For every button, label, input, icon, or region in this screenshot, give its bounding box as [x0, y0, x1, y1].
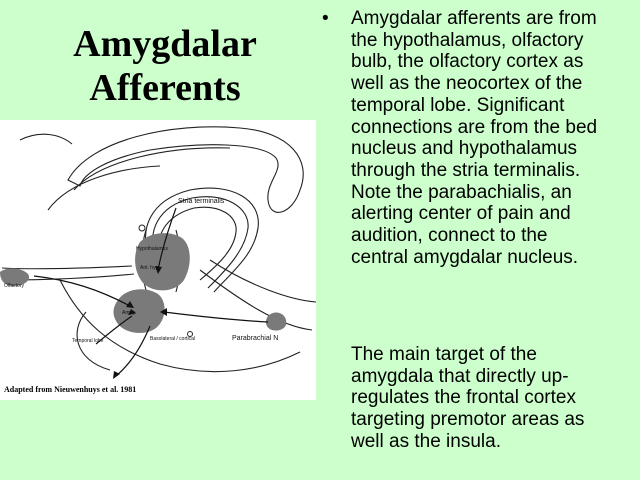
paragraph-line: Note the parabachialis, an: [351, 181, 572, 203]
paragraph-line: bulb, the olfactory cortex as: [351, 51, 584, 73]
label-area-d: Basolateral / cortical: [150, 336, 196, 342]
paragraph-line: Amygdalar afferents are from: [351, 8, 597, 29]
paragraph-line: regulates the frontal cortex: [351, 387, 576, 409]
diagram-drawing: [0, 120, 316, 400]
paragraph-line: central amygdalar nucleus.: [351, 246, 579, 268]
label-area-b: Amyg.: [122, 310, 137, 316]
label-area-c: Olfactory: [4, 283, 25, 289]
paragraph-line: well as the neocortex of the: [351, 73, 583, 95]
slide-title-line-1: Amygdalar: [73, 23, 257, 65]
bullet-marker: •: [322, 8, 329, 29]
paragraph-line: audition, connect to the: [351, 225, 548, 247]
slide-title-line-2: Afferents: [89, 67, 241, 109]
paragraph-line: targeting premotor areas as: [351, 409, 585, 431]
amygdala-diagram: [0, 120, 316, 400]
bullet-paragraph-2: [351, 344, 635, 453]
paragraph-line: the hypothalamus, olfactory: [351, 29, 584, 51]
paragraph-line: The main target of the: [351, 344, 537, 365]
paragraph-line: alerting center of pain and: [351, 203, 571, 225]
slide-title: [40, 22, 290, 110]
paragraph-line: through the stria terminalis.: [351, 159, 581, 181]
paragraph-line: amygdala that directly up-: [351, 365, 569, 387]
bullet-paragraph-1: [351, 8, 635, 268]
label-stria-terminalis: Stria terminalis: [178, 198, 225, 205]
paragraph-line: well as the insula.: [351, 430, 501, 452]
label-area-e: Hypothalamus: [136, 246, 168, 252]
label-temporal-lobe: Temporal lobe: [72, 338, 104, 344]
label-area-a: Ant. hyp.: [140, 265, 160, 271]
label-parabrachial: Parabrachial N: [232, 335, 279, 342]
figure-caption: Adapted from Nieuwenhuys et al. 1981: [4, 385, 137, 394]
paragraph-line: nucleus and hypothalamus: [351, 138, 578, 160]
paragraph-line: connections are from the bed: [351, 116, 598, 138]
paragraph-line: temporal lobe. Significant: [351, 94, 565, 116]
